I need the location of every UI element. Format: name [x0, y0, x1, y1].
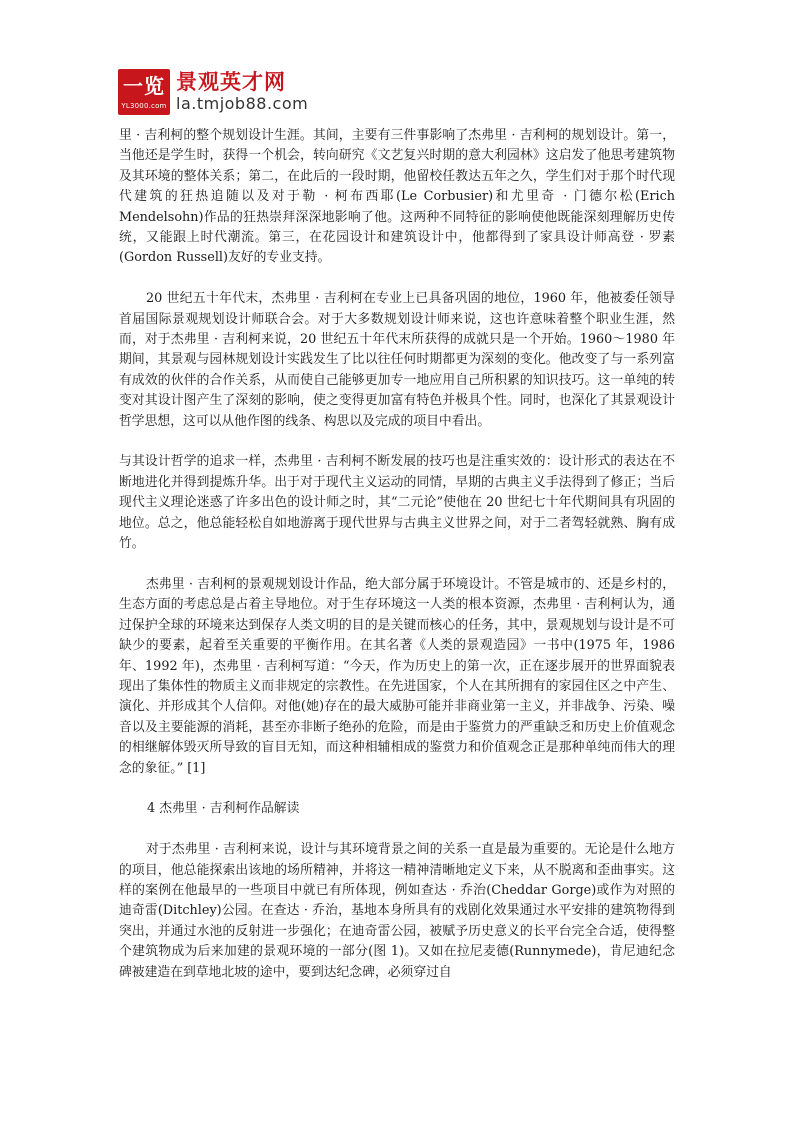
brand-domain: la.tmjob88.com: [176, 94, 309, 113]
paragraph: 与其设计哲学的追求一样，杰弗里 · 吉利柯不断发展的技巧也是注重实效的：设计形式的表达在不断地进化并得到提炼升华。出于对于现代主义运动的同情，早期的古典主义手法得到了修正；当后现代主义理论迷惑了许多出色的设计师之时，其“二元论”使他在 20 世纪七十年代期间具有巩固的地位。总之，他总能轻松自如地游离于现代世界与古典主义世界之间，对于二者驾轻就熟、胸有成竹。: [119, 454, 675, 552]
site-logo: [118, 69, 170, 115]
paragraph: 对于杰弗里 · 吉利柯来说，设计与其环境背景之间的关系一直是最为重要的。无论是什么地方的项目，他总能探索出该地的场所精神，并将这一精神清晰地定义下来，从不脱离和歪曲事实。这样的案例在他最早的一些项目中就已有所体现，例如查达 · 乔治(Cheddar Gorge)或作为对照的迪奇雷(Ditchley)公园。在查达 · 乔治，基地本身所具有的戏剧化效果通过水平安排的建筑物得到突出，并通过水池的反射进一步强化；在迪奇雷公园，被赋予历史意义的长平台完全合适，使得整个建筑物成为后来加建的景观环境的一部分(图 1)。又如在拉尼麦德(Runnymede)，肯尼迪纪念碑被建造在到草地北坡的途中，要到达纪念碑，必须穿过自: [119, 842, 675, 980]
paragraph: 20 世纪五十年代末，杰弗里 · 吉利柯在专业上已具备巩固的地位，1960 年，他被委任领导首届国际景观规划设计师联合会。对于大多数规划设计师来说，这也许意味着整个职业生涯，然而，对于杰弗里 · 吉利柯来说，20 世纪五十年代末所获得的成就只是一个开始。1960～1980 年期间，其景观与园林规划设计实践发生了比以往任何时期都更为深刻的变化。他改变了与一系列富有成效的伙伴的合作关系，从而使自己能够更加专一地应用自己所积累的知识技巧。这一单纯的转变对其设计图产生了深刻的影响，使之变得更加富有特色并极具个性。同时，也深化了其景观设计哲学思想，这可以从他作图的线条、构思以及完成的项目中看出。: [119, 291, 675, 429]
logo-subtext: YL3000.com: [121, 102, 167, 110]
section-heading: 4 杰弗里 · 吉利柯作品解读: [147, 801, 300, 817]
site-header: [118, 68, 308, 116]
paragraph: 杰弗里 · 吉利柯的景观规划设计作品，绝大部分属于环境设计。不管是城市的、还是乡村的，生态方面的考虑总是占着主导地位。对于生存环境这一人类的根本资源，杰弗里 · 吉利柯认为，通过保护全球的环境来达到保存人类文明的目的是关键而核心的任务，其中，景观规划与设计是不可缺少的要素，起着至关重要的平衡作用。在其名著《人类的景观造园》一书中(1975 年，1986 年、1992 年)，杰弗里 · 吉利柯写道：“今天，作为历史上的第一次，正在逐步展开的世界面貌表现出了集体性的物质主义而非规定的宗教性。在先进国家，个人在其所拥有的家园住区之中产生、演化、并形成其个人信仰。对他(她)存在的最大威胁可能并非商业第一主义，并非战争、污染、噪音以及主要能源的消耗，甚至亦非断子绝孙的危险，而是由于鉴赏力的严重缺乏和历史上价值观念的相继解体毁灭所导致的盲目无知，而这种相辅相成的鉴赏力和价值观念正是那种单纯而伟大的理念的象征。” [1]: [119, 576, 675, 776]
brand-block: [176, 69, 308, 115]
paragraph: 里 · 吉利柯的整个规划设计生涯。其间，主要有三件事影响了杰弗里 · 吉利柯的规划设计。第一，当他还是学生时，获得一个机会，转向研究《文艺复兴时期的意大利园林》这启发了他思考建筑物及其环境的整体关系；第二，在此后的一段时期，他留校任教达五年之久，学生们对于那个时代现代建筑的狂热追随以及对于勒 · 柯布西耶(Le Corbusier)和尤里奇 · 门德尔松(Erich Mendelsohn)作品的狂热崇拜深深地影响了他。这两种不同特征的影响使他既能深刻理解历史传统，又能跟上时代潮流。第三，在花园设计和建筑设计中，他都得到了家具设计师高登 · 罗素(Gordon Russell)友好的专业支持。: [119, 128, 675, 266]
brand-name: 景观英才网: [176, 70, 286, 94]
logo-text: 一览: [123, 74, 165, 98]
document-body: [119, 126, 675, 983]
